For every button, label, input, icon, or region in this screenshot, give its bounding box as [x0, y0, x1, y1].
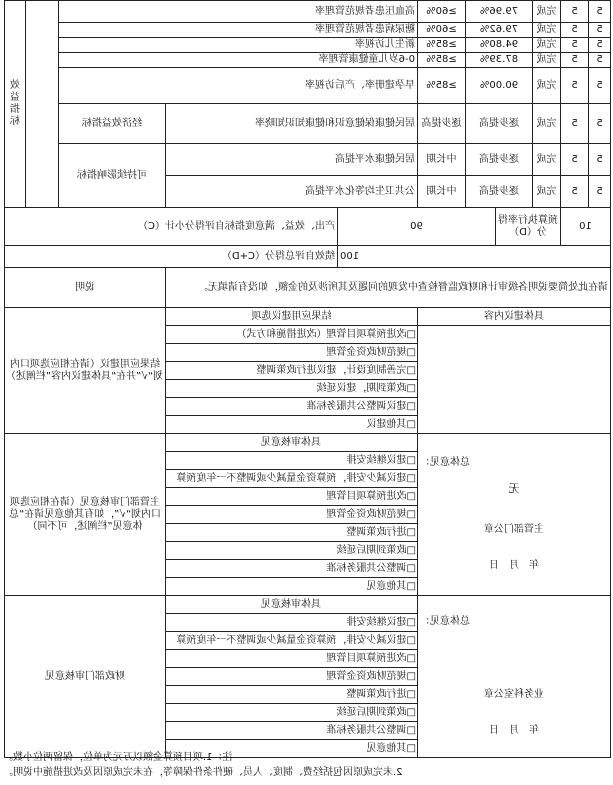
indicator-status: 完成 — [533, 144, 561, 176]
indicator-name: 糖尿病患者规范管理率 — [58, 23, 417, 38]
indicator-score: 5 — [589, 176, 611, 208]
indicator-target: ≥85% — [417, 53, 465, 68]
dept-option-checkbox[interactable]: □其他意见 — [366, 581, 416, 592]
dept-overall-label: 总体意见： — [419, 456, 470, 468]
dept-overall-opinion — [417, 434, 610, 596]
indicator-target: ≥85% — [417, 38, 465, 53]
finance-option-checkbox[interactable]: □进行政策调整 — [166, 686, 417, 704]
indicator-target: 中长期 — [417, 176, 465, 208]
budget-exec-label: 预算执行率得分（D） — [496, 208, 561, 246]
benefit-section-label: 效益指标 — [4, 1, 25, 208]
footnotes — [3, 750, 609, 780]
finance-option-checkbox[interactable]: □政策到期后延续 — [166, 704, 417, 722]
dept-option-checkbox[interactable]: □政策到期后延续 — [166, 542, 417, 560]
finance-option-checkbox[interactable]: □建议减少安排，预算资金量减少或调整不一年度预算 — [166, 632, 417, 650]
indicator-row — [4, 68, 610, 104]
dept-option-checkbox[interactable]: □建议减少安排，预算资金量减少或调整不一年度预算 — [166, 470, 417, 488]
indicator-weight: 5 — [561, 1, 589, 23]
indicator-name: 公共卫生均等化水平提高 — [165, 176, 417, 208]
indicator-name: 高血压患者规范管理率 — [58, 1, 417, 23]
indicator-actual: 逐步提高 — [465, 176, 532, 208]
application-options-header: 结果应用建议选项 — [165, 308, 417, 326]
finance-option-checkbox[interactable]: □改进预算项目管理 — [166, 650, 417, 668]
indicator-actual: 94.80% — [465, 38, 532, 53]
total-score: 100 — [337, 246, 610, 268]
application-options — [165, 326, 417, 434]
dept-review-label: 主管部门审核意见（请在相应选项口内划“√”，如有其他意见请在“总体意见”栏阐述，可不同） — [4, 434, 165, 596]
indicator-score: 5 — [589, 53, 611, 68]
finance-seal: 业务科室公章 — [484, 688, 544, 700]
indicator-score: 5 — [589, 23, 611, 38]
dept-option-checkbox[interactable]: □调整公共服务标准 — [166, 560, 417, 578]
indicator-target: ≥60% — [417, 23, 465, 38]
indicator-weight: 5 — [561, 53, 589, 68]
indicator-row — [4, 23, 610, 38]
subtotal-label: 产出、效益、满意度指标自评得分小计（C） — [4, 208, 337, 246]
finance-option-checkbox[interactable]: □建议继续安排 — [166, 614, 417, 632]
application-option-checkbox[interactable]: □政策到期，建议延续 — [166, 380, 417, 398]
sustain-indicator-row — [4, 144, 610, 176]
sustain-impact-label: 可持续影响指标 — [58, 144, 165, 208]
social-benefit-label: 经济效益指标 — [58, 104, 165, 144]
subtotal-score: 90 — [337, 208, 495, 246]
indicator-weight: 5 — [561, 144, 589, 176]
indicator-weight: 5 — [561, 23, 589, 38]
finance-options-header: 具体审核意见 — [166, 596, 417, 614]
indicator-score: 5 — [589, 144, 611, 176]
indicator-status: 完成 — [533, 38, 561, 53]
indicator-name: 居民健康保健意识和健康知识知晓率 — [165, 104, 417, 144]
indicator-target: ≥85% — [417, 68, 465, 104]
application-label: 结果应用建议（请在相应选项口内划“√”并在“具体建议内容”栏阐述） — [4, 308, 165, 434]
dept-option-checkbox[interactable]: □建议继续安排 — [166, 452, 417, 470]
subtotal-row — [4, 208, 610, 246]
indicator-score: 5 — [589, 1, 611, 23]
application-option-checkbox[interactable]: □建议调整公共服务标准 — [166, 398, 417, 416]
application-content-header: 具体建议内容 — [417, 308, 610, 326]
indicator-score: 5 — [589, 68, 611, 104]
indicator-actual: 79.62% — [465, 23, 532, 38]
indicator-row — [4, 1, 610, 23]
indicator-name: 早孕建册率、产后访视率 — [58, 68, 417, 104]
explanation-row — [4, 268, 610, 308]
indicator-row — [4, 38, 610, 53]
indicator-weight: 5 — [561, 38, 589, 53]
indicator-row — [4, 53, 610, 68]
indicator-status: 完成 — [533, 104, 561, 144]
indicator-target: 逐步提高 — [417, 104, 465, 144]
dept-seal: 主管部门公章 — [484, 523, 544, 535]
application-option-checkbox[interactable]: □完善制度设计，建议进行政策调整 — [166, 362, 417, 380]
indicator-weight: 5 — [561, 176, 589, 208]
finance-review-label: 财政部门审核意见 — [4, 596, 165, 758]
explanation-label: 说明 — [4, 268, 165, 308]
social-indicator-row — [4, 104, 610, 144]
dept-options-header: 具体审核意见 — [166, 434, 417, 452]
indicator-name: 居民健康水平提高 — [165, 144, 417, 176]
total-label: 绩效自评总得分（C+D） — [4, 246, 337, 268]
indicator-weight: 5 — [561, 68, 589, 104]
indicator-target: 中长期 — [417, 144, 465, 176]
indicator-actual: 逐步提高 — [465, 144, 532, 176]
total-row — [4, 246, 610, 268]
finance-overall-label: 总体意见： — [419, 615, 470, 627]
indicator-weight: 5 — [561, 104, 589, 144]
indicator-name: 0-6岁儿童健康管理率 — [58, 53, 417, 68]
indicator-target: ≥60% — [417, 1, 465, 23]
dept-date: 年 月 日 — [489, 559, 539, 571]
application-option-checkbox[interactable]: □其他建议 — [366, 419, 416, 430]
finance-overall-opinion — [417, 596, 610, 758]
dept-review-row — [4, 434, 610, 596]
finance-option-checkbox[interactable]: □规范财政资金管理 — [166, 668, 417, 686]
finance-option-checkbox[interactable]: □其他意见 — [366, 743, 416, 754]
budget-exec-score: 10 — [561, 208, 611, 246]
finance-review-options — [165, 596, 417, 758]
dept-option-checkbox[interactable]: □改进预算项目管理 — [166, 488, 417, 506]
application-header-row — [4, 308, 610, 326]
dept-review-options — [165, 434, 417, 596]
explanation-text: 请在此处简要说明各级审计和财政监督检查中发现的问题及其所涉及的金额，如没有请填无。 — [165, 268, 610, 308]
indicator-status: 完成 — [533, 176, 561, 208]
finance-option-checkbox[interactable]: □调整公共服务标准 — [166, 722, 417, 740]
application-content[interactable] — [417, 326, 610, 434]
indicator-actual: 79.96% — [465, 1, 532, 23]
indicator-status: 完成 — [533, 1, 561, 23]
dept-option-checkbox[interactable]: □进行政策调整 — [166, 524, 417, 542]
application-option-checkbox[interactable]: □改进预算项目管理（改进措施和方式） — [166, 326, 417, 344]
dept-overall-text: 无 — [508, 481, 520, 495]
dept-option-checkbox[interactable]: □规范财政资金管理 — [166, 506, 417, 524]
indicator-name: 新生儿访视率 — [58, 38, 417, 53]
indicator-score: 5 — [589, 38, 611, 53]
indicator-status: 完成 — [533, 23, 561, 38]
finance-review-row — [4, 596, 610, 758]
application-option-checkbox[interactable]: □规范财政资金管理 — [166, 344, 417, 362]
footnote: 注：1.项目预算金额以万元为单位，保留两位小数。 — [3, 752, 233, 763]
footnote: 2.未完成原因包括经费、制度、人员、硬件条件保障等，在未完成原因及改进措施中说明。 — [3, 767, 403, 778]
indicator-actual: 90.00% — [465, 68, 532, 104]
indicator-status: 完成 — [533, 68, 561, 104]
indicator-status: 完成 — [533, 53, 561, 68]
indicator-actual: 逐步提高 — [465, 104, 532, 144]
indicator-score: 5 — [589, 104, 611, 144]
evaluation-table — [4, 0, 611, 758]
finance-date: 年 月 日 — [489, 724, 539, 736]
indicator-actual: 87.39% — [465, 53, 532, 68]
